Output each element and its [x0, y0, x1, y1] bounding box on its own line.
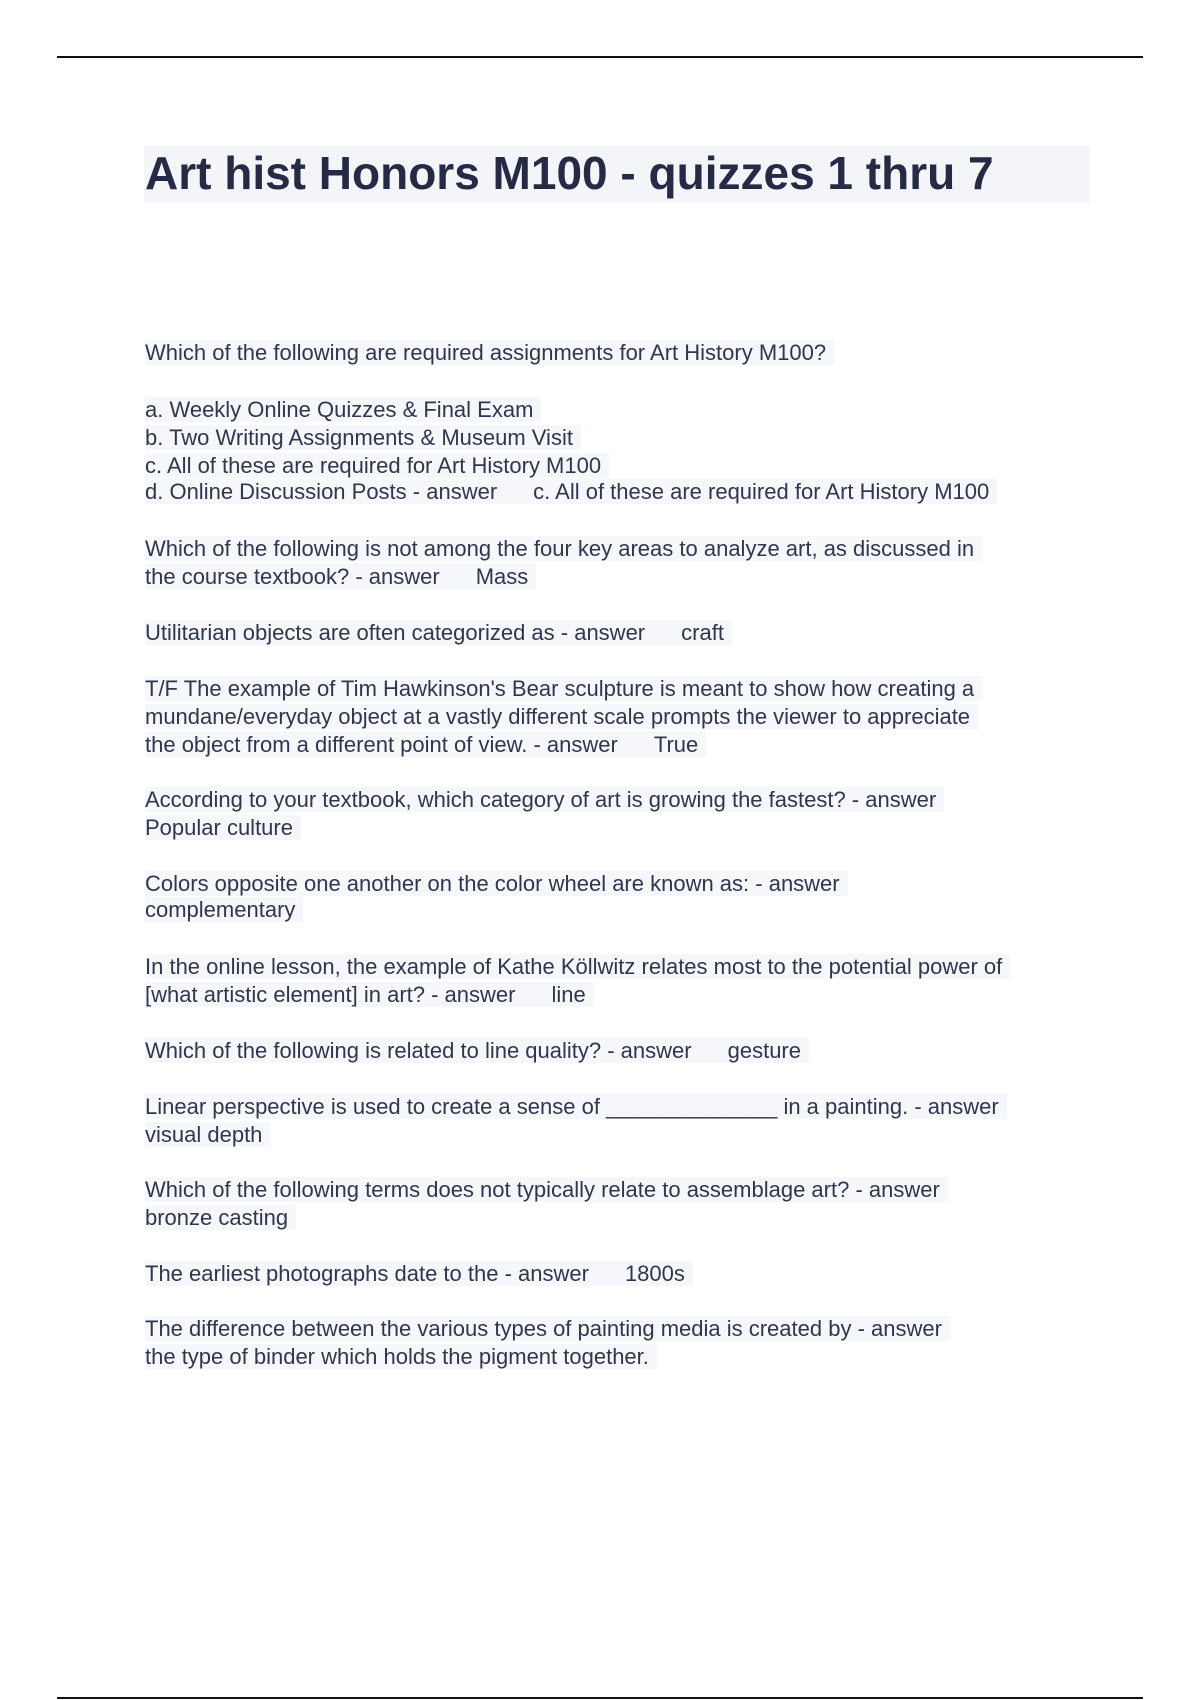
question-text-end: the object from a different point of view. - answer — [145, 732, 618, 757]
question-text: Which of the following terms does not typically relate to assemblage art? - answer — [145, 1177, 948, 1202]
option-a: a. Weekly Online Quizzes & Final Exam — [145, 397, 541, 422]
question-text: In the online lesson, the example of Kathe Köllwitz relates most to the potential power of — [145, 954, 1010, 979]
answer-text: c. All of these are required for Art History M100 — [533, 479, 990, 504]
answer-text: Mass — [475, 564, 529, 589]
question-text: The earliest photographs date to the - answer — [145, 1261, 589, 1286]
question-text: Utilitarian objects are often categorized as - answer — [145, 620, 646, 645]
question-text: T/F The example of Tim Hawkinson's Bear sculpture is meant to show how creating a — [145, 676, 982, 701]
question-12 — [145, 1315, 950, 1371]
answer-text: visual depth — [145, 1122, 270, 1147]
question-4 — [145, 675, 982, 759]
question-8 — [145, 1037, 809, 1065]
question-text: Which of the following is not among the four key areas to analyze art, as discussed in — [145, 536, 982, 561]
answer-text: line — [551, 982, 586, 1007]
answer-text: the type of binder which holds the pigment together. — [145, 1344, 657, 1369]
answer-text: True — [653, 732, 699, 757]
bottom-rule — [57, 1697, 1143, 1699]
question-text: Which of the following is related to line quality? - answer — [145, 1038, 692, 1063]
question-text: The difference between the various types of painting media is created by - answer — [145, 1316, 950, 1341]
question-2 — [145, 535, 982, 591]
question-1 — [145, 339, 834, 367]
question-10 — [145, 1176, 948, 1232]
top-rule — [57, 56, 1143, 58]
answer-text: gesture — [727, 1038, 801, 1063]
answer-text: complementary — [145, 897, 303, 922]
question-text: Linear perspective is used to create a sense of ______________ in a painting. - answer — [145, 1094, 1007, 1119]
question-text: Which of the following are required assignments for Art History M100? — [145, 340, 834, 365]
question-text: According to your textbook, which category of art is growing the fastest? - answer — [145, 787, 944, 812]
option-b: b. Two Writing Assignments & Museum Visit — [145, 425, 581, 450]
question-11 — [145, 1260, 693, 1288]
question-text-2: mundane/everyday object at a vastly different scale prompts the viewer to appreciate — [145, 704, 978, 729]
question-9 — [145, 1093, 1007, 1149]
question-7 — [145, 953, 1010, 1009]
question-text-end: the course textbook? - answer — [145, 564, 440, 589]
answer-text: craft — [681, 620, 724, 645]
question-5 — [145, 786, 944, 842]
question-6 — [145, 870, 848, 924]
option-c: c. All of these are required for Art History M100 — [145, 453, 609, 478]
question-3 — [145, 619, 732, 647]
answer-text: Popular culture — [145, 815, 301, 840]
answer-text: bronze casting — [145, 1205, 296, 1230]
question-1-options — [145, 396, 997, 506]
option-d: d. Online Discussion Posts - answer — [145, 479, 498, 504]
question-text: Colors opposite one another on the color wheel are known as: - answer — [145, 871, 848, 896]
document-title: Art hist Honors M100 - quizzes 1 thru 7 — [145, 147, 994, 199]
question-text-end: [what artistic element] in art? - answer — [145, 982, 516, 1007]
answer-text: 1800s — [624, 1261, 685, 1286]
